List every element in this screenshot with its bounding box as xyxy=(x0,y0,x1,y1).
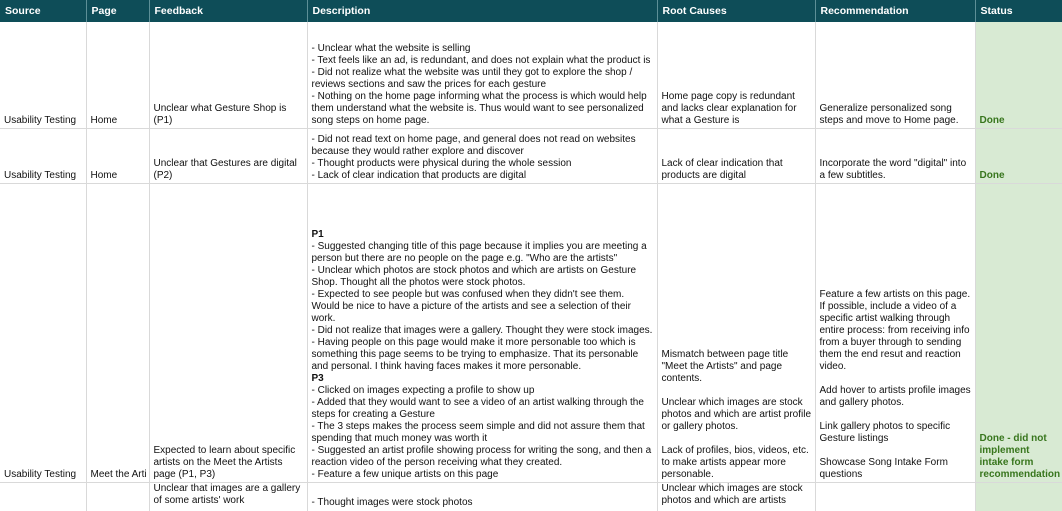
participant-label: P1 xyxy=(311,229,324,240)
cell-status[interactable]: Done - did not implement intake form recommendation xyxy=(975,184,1062,483)
cell-status[interactable] xyxy=(975,483,1062,511)
cell-feedback[interactable]: Unclear what Gesture Shop is (P1) xyxy=(149,22,307,129)
cell-description[interactable] xyxy=(307,129,657,184)
cell-description[interactable] xyxy=(307,184,657,483)
cell-description[interactable] xyxy=(307,483,657,511)
table-row xyxy=(0,483,1062,511)
description-line: - Expected to see people but was confused when they didn't see them. Would be nice to have a picture of the artists and see a selection of their work. xyxy=(311,289,631,324)
recommendation-text: Incorporate the word "digital" into a few subtitles. xyxy=(819,158,967,181)
root-cause-text: Lack of clear indication that products are digital xyxy=(661,158,783,181)
description-line: - Did not read text on home page, and general does not read on websites because they would rather explore and discover xyxy=(311,134,636,157)
header-recommendation[interactable]: Recommendation xyxy=(815,0,975,22)
cell-recommendation[interactable] xyxy=(815,483,975,511)
recommendation-text: Generalize personalized song steps and move to Home page. xyxy=(819,103,959,126)
cell-page[interactable] xyxy=(86,483,149,511)
cell-feedback[interactable]: Expected to learn about specific artists on the Meet the Artists page (P1, P3) xyxy=(149,184,307,483)
cell-source[interactable]: Usability Testing xyxy=(0,22,86,129)
description-line: - Having people on this page would make it more personable too which is something this page seems to be trying to emphasize. That its personable and personal. I think having faces makes it more personable. xyxy=(311,337,639,372)
description-line: - Feature a few unique artists on this page xyxy=(311,469,499,480)
cell-feedback[interactable]: Unclear that Gestures are digital (P2) xyxy=(149,129,307,184)
cell-feedback[interactable]: Unclear that images are a gallery of some artists' work xyxy=(149,483,307,511)
cell-status[interactable]: Done xyxy=(975,129,1062,184)
description-line: - Thought images were stock photos xyxy=(311,497,473,508)
cell-page[interactable]: Meet the Arti xyxy=(86,184,149,483)
header-root-causes[interactable]: Root Causes xyxy=(657,0,815,22)
description-line: - Did not realize that images were a gallery. Thought they were stock images. xyxy=(311,325,653,336)
cell-root-causes[interactable] xyxy=(657,22,815,129)
description-line: - The 3 steps makes the process seem simple and did not assure them that spending that much money was worth it xyxy=(311,421,645,444)
cell-description[interactable] xyxy=(307,22,657,129)
description-line: - Text feels like an ad, is redundant, and does not explain what the product is xyxy=(311,55,651,66)
table-row xyxy=(0,22,1062,129)
header-row xyxy=(0,0,1062,22)
description-line: - Did not realize what the website was until they got to explore the shop / reviews sections and saw the prices for each gesture xyxy=(311,67,633,90)
description-line: - Thought products were physical during the whole session xyxy=(311,158,572,169)
cell-recommendation[interactable] xyxy=(815,129,975,184)
recommendation-text: Link gallery photos to specific Gesture listings xyxy=(819,421,951,444)
cell-root-causes[interactable] xyxy=(657,184,815,483)
root-cause-text: Lack of profiles, bios, videos, etc. to make artists appear more personable. xyxy=(661,445,809,480)
cell-root-causes[interactable] xyxy=(657,129,815,184)
recommendation-text: Showcase Song Intake Form questions xyxy=(819,457,948,480)
cell-recommendation[interactable] xyxy=(815,22,975,129)
description-line: - Suggested an artist profile showing process for writing the song, and then a reaction video of the person receiving what they created. xyxy=(311,445,652,468)
cell-root-causes[interactable] xyxy=(657,483,815,511)
description-line: - Unclear which photos are stock photos and which are artists on Gesture Shop. Thought all the photos were stock photos. xyxy=(311,265,637,288)
description-line: - Added that they would want to see a video of an artist walking through the steps for creating a Gesture xyxy=(311,397,644,420)
cell-source[interactable]: Usability Testing xyxy=(0,184,86,483)
cell-source[interactable] xyxy=(0,483,86,511)
header-page[interactable]: Page xyxy=(86,0,149,22)
header-description[interactable]: Description xyxy=(307,0,657,22)
description-line: - Nothing on the home page informing what the process is which would help them understand what the website is. Thus would want to see personalized song steps on home page. xyxy=(311,91,647,126)
cell-page[interactable]: Home xyxy=(86,129,149,184)
cell-recommendation[interactable] xyxy=(815,184,975,483)
cell-source[interactable]: Usability Testing xyxy=(0,129,86,184)
root-cause-text: Unclear which images are stock photos and which are artists xyxy=(661,483,803,506)
header-source[interactable]: Source xyxy=(0,0,86,22)
header-status[interactable]: Status xyxy=(975,0,1062,22)
header-feedback[interactable]: Feedback xyxy=(149,0,307,22)
recommendation-text: Add hover to artists profile images and gallery photos. xyxy=(819,385,971,408)
cell-page[interactable]: Home xyxy=(86,22,149,129)
root-cause-text: Mismatch between page title "Meet the Artists" and page contents. xyxy=(661,349,789,384)
participant-label: P3 xyxy=(311,373,324,384)
recommendation-text: Feature a few artists on this page. If possible, include a video of a specific artist walking through entire process: from receiving info from a buyer through to sending them the end resut and reaction video. xyxy=(819,289,971,372)
description-line: - Unclear what the website is selling xyxy=(311,43,471,54)
root-cause-text: Home page copy is redundant and lacks clear explanation for what a Gesture is xyxy=(661,91,797,126)
cell-status[interactable]: Done xyxy=(975,22,1062,129)
description-line: - Lack of clear indication that products are digital xyxy=(311,170,527,181)
table-row xyxy=(0,184,1062,483)
table-row xyxy=(0,129,1062,184)
description-line: - Clicked on images expecting a profile to show up xyxy=(311,385,535,396)
root-cause-text: Unclear which images are stock photos and which are artist profile or gallery photos. xyxy=(661,397,812,432)
description-line: - Suggested changing title of this page because it implies you are meeting a person but there are no people on the page e.g. "Who are the artists" xyxy=(311,241,647,264)
